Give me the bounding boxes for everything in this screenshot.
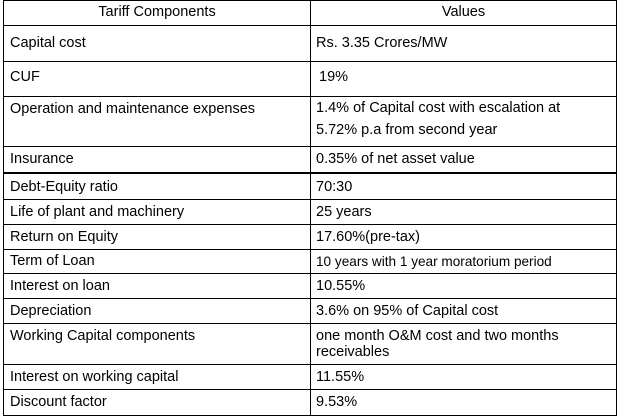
value-line: 5.72% p.a from second year — [316, 122, 498, 138]
table-row — [4, 274, 616, 299]
table-row — [4, 365, 616, 390]
component-cell: Working Capital components — [10, 328, 196, 344]
value-cell: 11.55% — [316, 369, 365, 385]
value-cell: 9.53% — [316, 394, 358, 410]
component-cell: Term of Loan — [10, 253, 95, 269]
table-row — [4, 324, 616, 365]
table-row — [4, 147, 616, 174]
component-cell: Insurance — [10, 151, 74, 167]
table-row — [4, 390, 616, 415]
table-row — [4, 62, 616, 97]
table-row — [4, 200, 616, 225]
value-cell: 25 years — [316, 204, 372, 220]
value-cell: 10.55% — [316, 278, 366, 294]
value-cell: 0.35% of net asset value — [316, 151, 475, 167]
table-row — [4, 299, 616, 324]
component-cell: Depreciation — [10, 303, 92, 319]
value-cell: 19% — [319, 69, 349, 85]
value-line: 1.4% of Capital cost with escalation at — [316, 100, 561, 116]
header-values: Values — [441, 4, 486, 20]
value-cell: 10 years with 1 year moratorium period — [316, 254, 552, 269]
table-row — [4, 97, 616, 147]
table-row — [4, 174, 616, 200]
component-cell: Debt-Equity ratio — [10, 179, 118, 195]
component-cell: Capital cost — [10, 35, 86, 51]
component-cell: Interest on working capital — [10, 369, 179, 385]
table-row — [4, 250, 616, 274]
value-cell: 17.60%(pre-tax) — [316, 229, 420, 245]
value-cell: Rs. 3.35 Crores/MW — [316, 35, 448, 51]
value-line: one month O&M cost and two months — [316, 328, 559, 344]
table-row — [4, 26, 616, 62]
table-header-row — [4, 1, 616, 26]
value-cell: 70:30 — [316, 179, 353, 195]
header-tariff-components: Tariff Components — [98, 4, 216, 20]
component-cell: CUF — [10, 69, 40, 85]
table-row — [4, 225, 616, 250]
component-cell: Operation and maintenance expenses — [10, 101, 256, 117]
tariff-table — [3, 0, 617, 416]
component-cell: Life of plant and machinery — [10, 204, 185, 220]
value-cell: 3.6% on 95% of Capital cost — [316, 303, 499, 319]
value-cell — [316, 97, 612, 146]
value-line: receivables — [316, 344, 390, 360]
component-cell: Return on Equity — [10, 229, 119, 245]
component-cell: Interest on loan — [10, 278, 110, 294]
component-cell: Discount factor — [10, 394, 107, 410]
value-cell — [316, 324, 612, 364]
